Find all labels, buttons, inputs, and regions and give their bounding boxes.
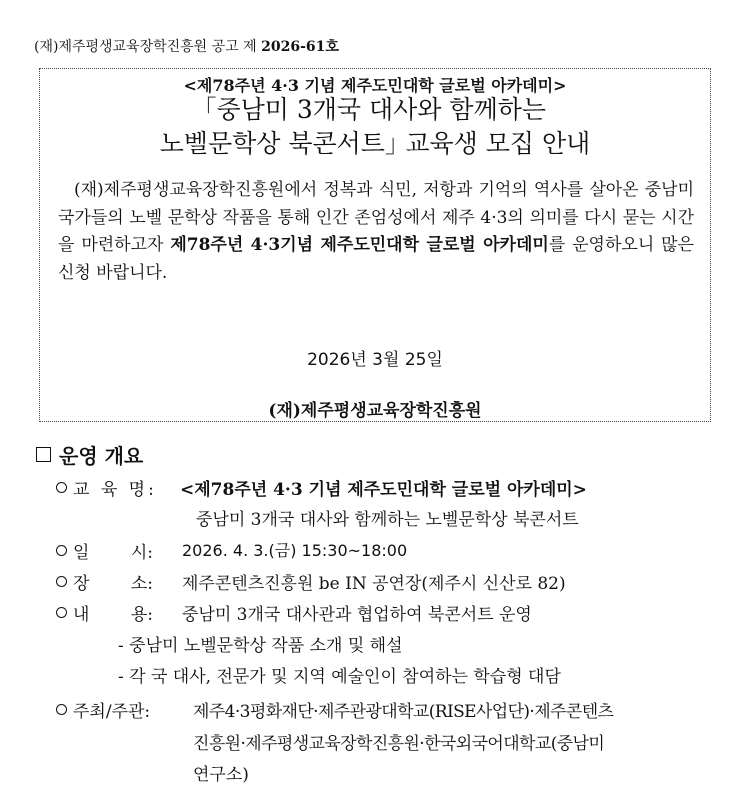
notice-number [34,36,339,56]
date-label: 일 시: [73,543,153,563]
announcement-title-line1: ｢중남미 3개국 대사와 함께하는 [203,95,547,124]
course-label: 교 육 명: [73,480,157,500]
announcement-body [58,177,694,287]
item-venue [56,569,153,594]
announcement-box [39,68,711,422]
date-value: 2026. 4. 3.(금) 15:30~18:00 [182,541,408,560]
circle-bullet-icon [56,607,67,618]
item-host [56,697,150,722]
content-detail-1: - 중남미 노벨문학상 작품 소개 및 해설 [118,636,403,656]
content-value: 중남미 3개국 대사관과 협업하여 북콘서트 운영 [182,605,532,625]
circle-bullet-icon [56,482,67,493]
circle-bullet-icon [56,545,67,556]
circle-bullet-icon [56,704,67,715]
venue-value: 제주콘텐츠진흥원 be IN 공연장(제주시 신산로 82) [182,574,566,594]
course-value-line1: <제78주년 4·3 기념 제주도민대학 글로벌 아카데미> [180,480,587,500]
host-value-line3: 연구소) [193,765,249,785]
section-title: 운영 개요 [59,444,144,468]
host-value-line1: 제주4·3평화재단·제주관광대학교(RISE사업단)·제주콘텐츠 [193,702,614,722]
announcement-organization: (재)제주평생교육장학진흥원 [268,401,482,421]
square-bullet-icon [36,447,51,462]
announcement-title-line2: 노벨문학상 북콘서트｣ 교육생 모집 안내 [159,129,591,158]
section-heading [36,440,143,469]
host-value-line2: 진흥원·제주평생교육장학진흥원·한국외국어대학교(중남미 [193,734,605,754]
course-value-line2: 중남미 3개국 대사와 함께하는 노벨문학상 북콘서트 [196,510,579,530]
announcement-date: 2026년 3월 25일 [307,350,443,370]
notice-number-prefix: (재)제주평생교육장학진흥원 공고 제 [34,39,257,55]
venue-label: 장 소: [73,574,153,594]
body-end: 를 운영하오니 많은 신청 바랍니다. [58,235,694,283]
body-program-name: 제78주년 4·3기념 제주도민대학 글로벌 아카데미 [170,235,549,255]
item-course [56,475,157,500]
circle-bullet-icon [56,576,67,587]
announcement-subtitle: <제78주년 4·3 기념 제주도민대학 글로벌 아카데미> [183,76,567,95]
host-label: 주최/주관: [73,702,151,722]
item-content [56,600,153,625]
content-detail-2: - 각 국 대사, 전문가 및 지역 예술인이 참여하는 학습형 대담 [118,667,561,687]
content-label: 내 용: [73,605,153,625]
body-intro: (재)제주평생교육장학진흥원에서 정복과 식민, 저항과 기억의 역사를 살아온 중남미 국가들의 노벨 문학상 작품을 통해 인간 존엄성에서 제주 4·3의 의미를 다시 묻는 시간을 마련하고자 [58,180,694,255]
notice-number-code: 2026-61호 [261,39,339,55]
item-date [56,538,153,563]
